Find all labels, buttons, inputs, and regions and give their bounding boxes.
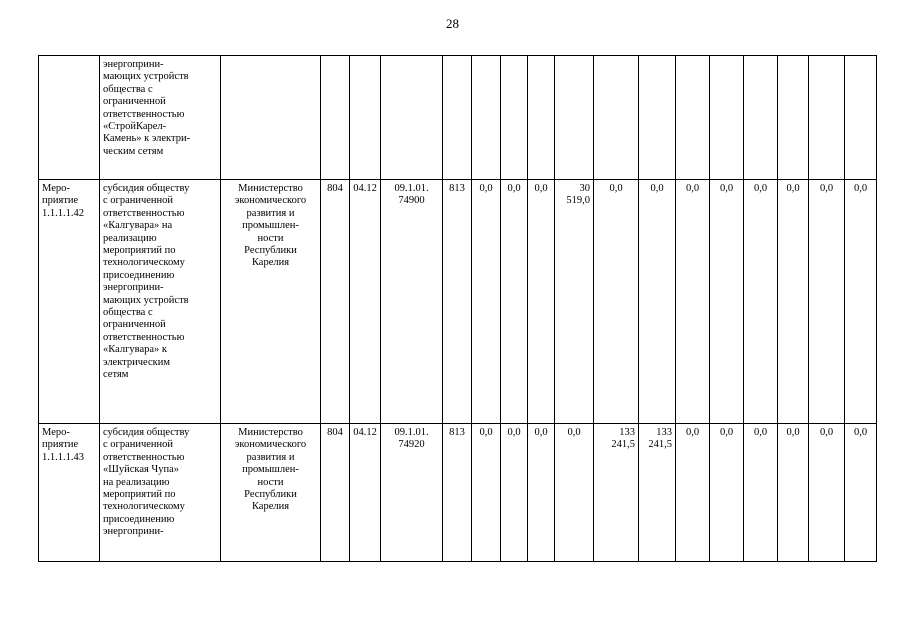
table-row bbox=[39, 424, 877, 562]
code-text: 09.1.01. 74920 bbox=[394, 427, 429, 451]
value-cell: 0,0 bbox=[528, 424, 555, 562]
executor-cell bbox=[221, 424, 321, 562]
value-cell: 0,0 bbox=[845, 180, 877, 424]
code-text: 09.1.01. 74900 bbox=[394, 183, 429, 207]
page-number: 28 bbox=[446, 16, 459, 31]
value-cell: 0,0 bbox=[778, 424, 809, 562]
status-cell bbox=[39, 180, 100, 424]
value-cell bbox=[744, 56, 778, 180]
value-cell: 0,0 bbox=[744, 424, 778, 562]
value-text: 133 241,5 bbox=[648, 427, 672, 451]
status-cell bbox=[39, 56, 100, 180]
code-cell bbox=[350, 56, 381, 180]
value-cell bbox=[528, 56, 555, 180]
status-text: Меро- приятие 1.1.1.1.43 bbox=[42, 427, 84, 463]
table-row bbox=[39, 56, 877, 180]
value-cell bbox=[472, 56, 501, 180]
code-cell bbox=[381, 56, 443, 180]
description-cell bbox=[100, 56, 221, 180]
code-cell: 813 bbox=[443, 180, 472, 424]
code-cell: 804 bbox=[321, 424, 350, 562]
description-cell bbox=[100, 424, 221, 562]
value-cell: 0,0 bbox=[528, 180, 555, 424]
description-cell bbox=[100, 180, 221, 424]
value-cell: 0,0 bbox=[845, 424, 877, 562]
code-cell bbox=[321, 56, 350, 180]
value-cell bbox=[710, 56, 744, 180]
executor-cell bbox=[221, 56, 321, 180]
value-cell bbox=[501, 56, 528, 180]
code-cell: 04.12 bbox=[350, 424, 381, 562]
table-row bbox=[39, 180, 877, 424]
value-cell bbox=[594, 424, 639, 562]
value-cell bbox=[555, 180, 594, 424]
value-cell bbox=[845, 56, 877, 180]
value-cell: 0,0 bbox=[501, 180, 528, 424]
value-cell: 0,0 bbox=[555, 424, 594, 562]
value-cell: 0,0 bbox=[744, 180, 778, 424]
value-cell bbox=[639, 56, 676, 180]
value-cell: 0,0 bbox=[472, 424, 501, 562]
code-cell bbox=[443, 56, 472, 180]
code-cell bbox=[381, 180, 443, 424]
code-cell: 04.12 bbox=[350, 180, 381, 424]
value-cell: 0,0 bbox=[710, 424, 744, 562]
value-cell bbox=[809, 56, 845, 180]
value-cell bbox=[555, 56, 594, 180]
value-cell: 0,0 bbox=[639, 180, 676, 424]
status-text: Меро- приятие 1.1.1.1.42 bbox=[42, 183, 84, 219]
value-cell: 0,0 bbox=[676, 180, 710, 424]
value-cell bbox=[639, 424, 676, 562]
executor-text: Министерство экономического развития и промышлен- ности Республики Карелия bbox=[234, 183, 307, 269]
value-cell: 0,0 bbox=[809, 424, 845, 562]
code-cell bbox=[381, 424, 443, 562]
value-cell: 0,0 bbox=[809, 180, 845, 424]
value-cell: 0,0 bbox=[710, 180, 744, 424]
value-cell bbox=[676, 56, 710, 180]
value-cell: 0,0 bbox=[501, 424, 528, 562]
executor-cell bbox=[221, 180, 321, 424]
value-cell: 0,0 bbox=[472, 180, 501, 424]
status-cell bbox=[39, 424, 100, 562]
description-text: субсидия обществу с ограниченной ответственностью «Шуйская Чупа» на реализацию мероприятий по технологическому присоединению энергоприни- bbox=[103, 427, 190, 538]
value-cell: 0,0 bbox=[676, 424, 710, 562]
value-cell bbox=[778, 56, 809, 180]
executor-text: Министерство экономического развития и промышлен- ности Республики Карелия bbox=[234, 427, 307, 513]
value-text: 133 241,5 bbox=[611, 427, 635, 451]
description-text: субсидия обществу с ограниченной ответственностью «Калгувара» на реализацию мероприятий по технологическому присоединению энергоприни- мающих устройств общества с ограниченной ответственностью «Калгувара» к электрическим сетям bbox=[103, 183, 190, 381]
value-cell: 0,0 bbox=[594, 180, 639, 424]
budget-table bbox=[38, 55, 877, 562]
code-cell: 813 bbox=[443, 424, 472, 562]
value-cell: 0,0 bbox=[778, 180, 809, 424]
description-text: энергоприни- мающих устройств общества с ограниченной ответственностью «СтройКарел- Камень» к электри- ческим сетям bbox=[103, 59, 191, 157]
value-text: 30 519,0 bbox=[566, 183, 590, 207]
value-cell bbox=[594, 56, 639, 180]
code-cell: 804 bbox=[321, 180, 350, 424]
